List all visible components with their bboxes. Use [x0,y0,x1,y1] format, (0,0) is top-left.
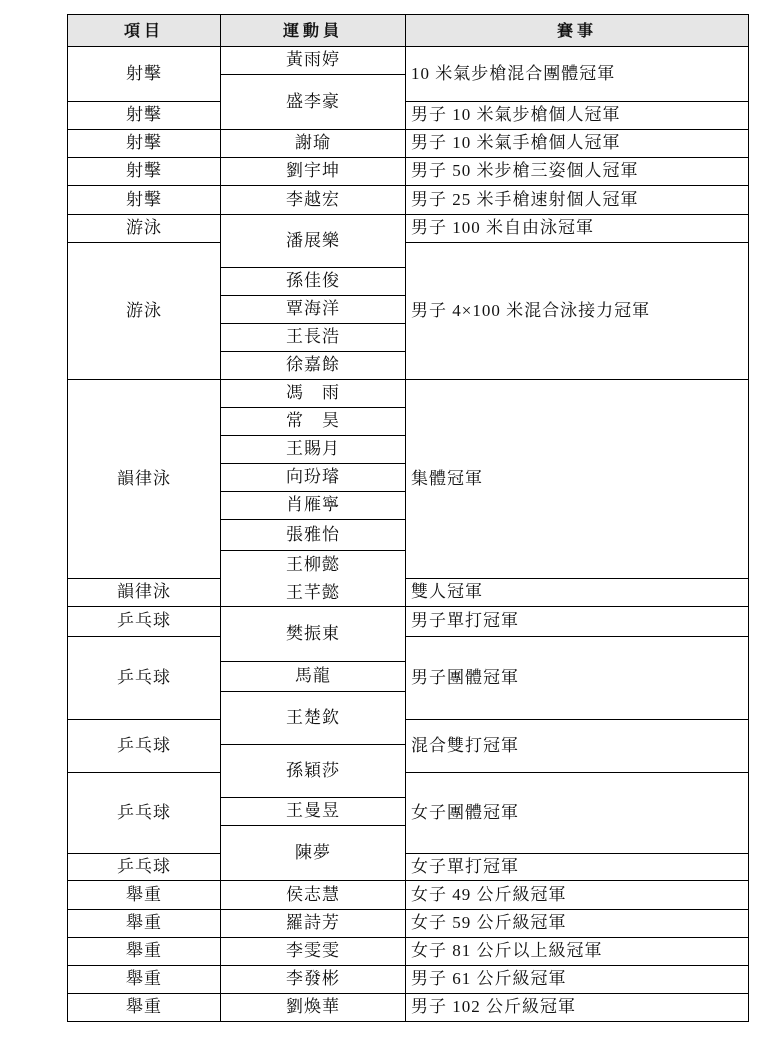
athlete-cell: 陳夢 [220,825,406,881]
athlete-cell: 王楚欽 [220,691,406,745]
athlete-cell: 黃雨婷 [220,46,406,75]
category-cell: 舉重 [67,937,221,966]
event-cell: 雙人冠軍 [405,578,749,607]
athlete-cell: 謝瑜 [220,129,406,158]
athlete-cell: 李越宏 [220,185,406,215]
athlete-cell: 王長浩 [220,323,406,352]
event-cell: 女子 59 公斤級冠軍 [405,909,749,938]
athlete-cell: 常 昊 [220,407,406,436]
event-cell: 男子 50 米步槍三姿個人冠軍 [405,157,749,186]
category-cell: 射擊 [67,157,221,186]
athlete-name: 王柳懿 [286,554,340,574]
event-cell: 混合雙打冠軍 [405,719,749,773]
event-cell: 集體冠軍 [405,379,749,579]
event-cell: 男子 10 米氣手槍個人冠軍 [405,129,749,158]
athlete-cell: 侯志慧 [220,880,406,910]
athlete-cell: 潘展樂 [220,214,406,268]
event-cell: 男子 10 米氣步槍個人冠軍 [405,101,749,130]
athlete-cell: 馬龍 [220,661,406,692]
athlete-cell: 孫穎莎 [220,744,406,798]
category-cell: 韻律泳 [67,578,221,607]
athlete-cell: 樊振東 [220,606,406,662]
athlete-cell: 張雅怡 [220,519,406,551]
event-cell: 男子 102 公斤級冠軍 [405,993,749,1022]
athlete-cell-merged [220,550,406,607]
category-cell: 射擊 [67,185,221,215]
category-cell: 舉重 [67,993,221,1022]
athlete-cell: 盛李豪 [220,74,406,130]
event-cell: 女子 49 公斤級冠軍 [405,880,749,910]
athlete-cell: 馮 雨 [220,379,406,408]
category-cell: 舉重 [67,880,221,910]
athlete-cell: 王賜月 [220,435,406,464]
category-cell: 乒乓球 [67,719,221,773]
event-cell: 女子單打冠軍 [405,853,749,881]
event-cell: 10 米氣步槍混合團體冠軍 [405,46,749,102]
event-cell: 男子 61 公斤級冠軍 [405,965,749,994]
event-cell: 男子 100 米自由泳冠軍 [405,214,749,243]
athlete-cell: 劉煥華 [220,993,406,1022]
category-cell: 乒乓球 [67,772,221,854]
event-cell: 女子 81 公斤以上級冠軍 [405,937,749,966]
event-cell: 男子 4×100 米混合泳接力冠軍 [405,242,749,380]
category-cell: 射擊 [67,101,221,130]
category-cell: 韻律泳 [67,379,221,579]
category-cell: 乒乓球 [67,853,221,881]
athlete-cell: 徐嘉餘 [220,351,406,380]
category-cell: 射擊 [67,46,221,102]
category-cell: 游泳 [67,242,221,380]
athlete-cell: 王曼昱 [220,797,406,826]
athlete-name: 王芊懿 [286,582,340,602]
category-cell: 乒乓球 [67,606,221,637]
event-cell: 男子 25 米手槍速射個人冠軍 [405,185,749,215]
category-cell: 乒乓球 [67,636,221,720]
athlete-cell: 肖雁寧 [220,491,406,520]
event-cell: 女子團體冠軍 [405,772,749,854]
athlete-cell: 劉宇坤 [220,157,406,186]
event-cell: 男子單打冠軍 [405,606,749,637]
category-cell: 舉重 [67,965,221,994]
category-cell: 游泳 [67,214,221,243]
athlete-cell: 李發彬 [220,965,406,994]
athlete-cell: 覃海洋 [220,295,406,324]
athlete-cell: 李雯雯 [220,937,406,966]
header-event: 賽事 [405,14,749,47]
category-cell: 舉重 [67,909,221,938]
header-category: 項目 [67,14,221,47]
medalists-table [67,14,749,1022]
athlete-cell: 向玢璿 [220,463,406,492]
event-cell: 男子團體冠軍 [405,636,749,720]
athlete-cell: 孫佳俊 [220,267,406,296]
category-cell: 射擊 [67,129,221,158]
header-athlete: 運動員 [220,14,406,47]
athlete-cell: 羅詩芳 [220,909,406,938]
